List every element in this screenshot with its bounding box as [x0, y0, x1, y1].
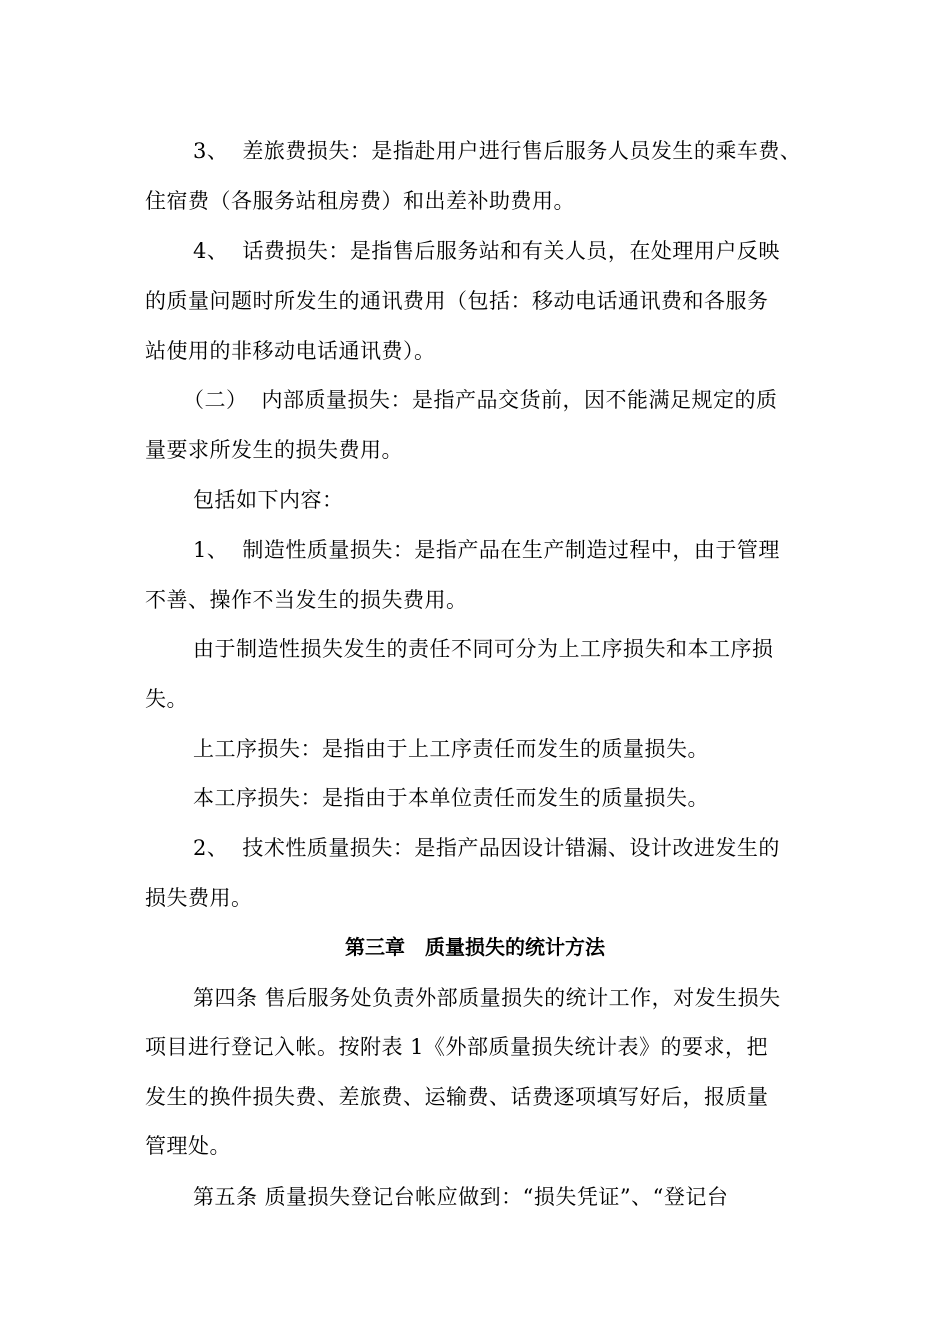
list-number: 1、: [193, 538, 229, 562]
line-text: 量要求所发生的损失费用。: [145, 438, 403, 462]
paragraph-line: [145, 1082, 769, 1112]
paragraph-line: [193, 983, 781, 1013]
line-text: 第四条 售后服务处负责外部质量损失的统计工作，对发生损失: [193, 986, 781, 1010]
line-text: 发生的换件损失费、差旅费、运输费、话费逐项填写好后，报质量: [145, 1085, 769, 1109]
paragraph-line: [193, 535, 780, 565]
paragraph-line: [145, 684, 188, 714]
paragraph-line: [145, 1032, 768, 1062]
paragraph-line: [145, 585, 468, 615]
list-number: 4、: [193, 239, 229, 263]
line-text: 由于制造性损失发生的责任不同可分为上工序损失和本工序损: [193, 637, 774, 661]
paragraph-line: [193, 734, 709, 764]
paragraph-line: [145, 883, 253, 913]
line-text: 不善、操作不当发生的损失费用。: [145, 588, 468, 612]
paragraph-line: [193, 136, 801, 166]
line-text: 第五条 质量损失登记台帐应做到：“损失凭证”、“登记台: [193, 1185, 729, 1209]
paragraph-line: [193, 634, 774, 664]
paragraph-line: [145, 1131, 231, 1161]
line-text: 话费损失：是指售后服务站和有关人员，在处理用户反映: [242, 239, 780, 263]
paragraph-line: [193, 833, 780, 863]
paragraph-line: [145, 186, 575, 216]
paragraph-line: [145, 286, 769, 316]
line-text: 技术性质量损失：是指产品因设计错漏、设计改进发生的: [242, 836, 780, 860]
line-text: 包括如下内容：: [193, 488, 344, 512]
paragraph-line: [193, 1182, 728, 1212]
paragraph-line: [183, 385, 778, 415]
line-text: 上工序损失：是指由于上工序责任而发生的质量损失。: [193, 737, 709, 761]
paragraph-line: [145, 435, 403, 465]
section-number: （二）: [183, 388, 248, 412]
paragraph-line: [193, 236, 780, 266]
line-text: 项目进行登记入帐。按附表 1《外部质量损失统计表》的要求，把: [145, 1035, 769, 1059]
list-number: 3、: [193, 139, 229, 163]
line-text: 管理处。: [145, 1134, 231, 1158]
line-text: 损失费用。: [145, 886, 253, 910]
chapter-heading: 第三章 质量损失的统计方法: [345, 935, 605, 959]
line-text: 站使用的非移动电话通讯费）。: [145, 339, 436, 363]
list-number: 2、: [193, 836, 229, 860]
line-text: 的质量问题时所发生的通讯费用（包括：移动电话通讯费和各服务: [145, 289, 769, 313]
line-text: 内部质量损失：是指产品交货前，因不能满足规定的质: [261, 388, 778, 412]
paragraph-line: [193, 783, 709, 813]
line-text: 差旅费损失：是指赴用户进行售后服务人员发生的乘车费、: [242, 139, 802, 163]
paragraph-line: [193, 485, 344, 515]
paragraph-line: [145, 336, 436, 366]
line-text: 制造性质量损失：是指产品在生产制造过程中，由于管理: [242, 538, 780, 562]
line-text: 本工序损失：是指由于本单位责任而发生的质量损失。: [193, 786, 709, 810]
line-text: 住宿费（各服务站租房费）和出差补助费用。: [145, 189, 575, 213]
line-text: 失。: [145, 687, 188, 711]
